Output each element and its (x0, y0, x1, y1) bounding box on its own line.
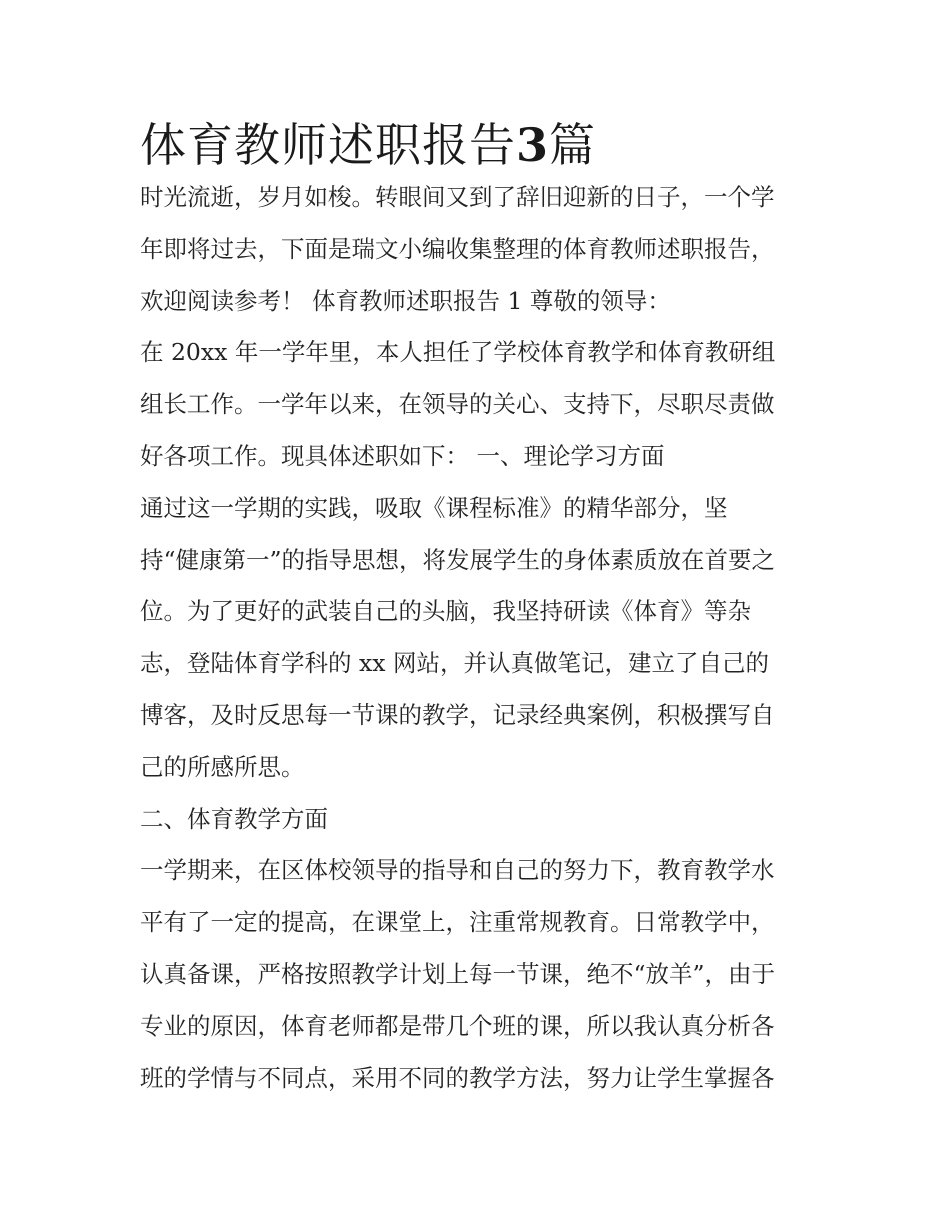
body-line: 博客，及时反思每一节课的教学，记录经典案例，积极撰写自 (140, 700, 775, 729)
section-heading: 二、体育教学方面 (140, 804, 328, 833)
body-line: 平有了一定的提高，在课堂上，注重常规教育。日常教学中， (140, 908, 775, 937)
body-line: 一学期来，在区体校领导的指导和自己的努力下，教育教学水 (140, 856, 775, 885)
body-line: 好各项工作。现具体述职如下： 一、理论学习方面 (140, 441, 665, 470)
body-line: 位。为了更好的武装自己的头脑，我坚持研读《体育》等杂 (140, 597, 751, 626)
title-text: 体育教师述职报告 (140, 118, 516, 172)
title-number: 3 (516, 118, 550, 172)
body-line: 持“健康第一”的指导思想，将发展学生的身体素质放在首要之 (140, 545, 776, 574)
body-line: 通过这一学期的实践，吸取《课程标准》的精华部分，坚 (140, 493, 728, 522)
body-line: 志，登陆体育学科的 xx 网站，并认真做笔记，建立了自己的 (140, 649, 769, 678)
body-line: 时光流逝，岁月如梭。转眼间又到了辞旧迎新的日子，一个学 (140, 183, 775, 211)
body-line: 己的所感所思。 (140, 752, 305, 781)
document-body (140, 172, 820, 1104)
body-line: 组长工作。一学年以来，在领导的关心、支持下，尽职尽责做 (140, 390, 775, 419)
body-line: 专业的原因，体育老师都是带几个班的课，所以我认真分析各 (140, 1011, 775, 1040)
body-line: 认真备课，严格按照教学计划上每一节课，绝不“放羊”，由于 (140, 959, 776, 988)
title-suffix: 篇 (549, 118, 597, 172)
body-line: 班的学情与不同点，采用不同的教学方法，努力让学生掌握各 (140, 1063, 775, 1092)
body-line: 欢迎阅读参考！ 体育教师述职报告 1 尊敬的领导： (140, 286, 671, 315)
body-line: 年即将过去，下面是瑞文小编收集整理的体育教师述职报告， (140, 234, 775, 263)
body-line: 在 20xx 年一学年里，本人担任了学校体育教学和体育教研组 (140, 338, 776, 367)
document-title (140, 114, 596, 176)
